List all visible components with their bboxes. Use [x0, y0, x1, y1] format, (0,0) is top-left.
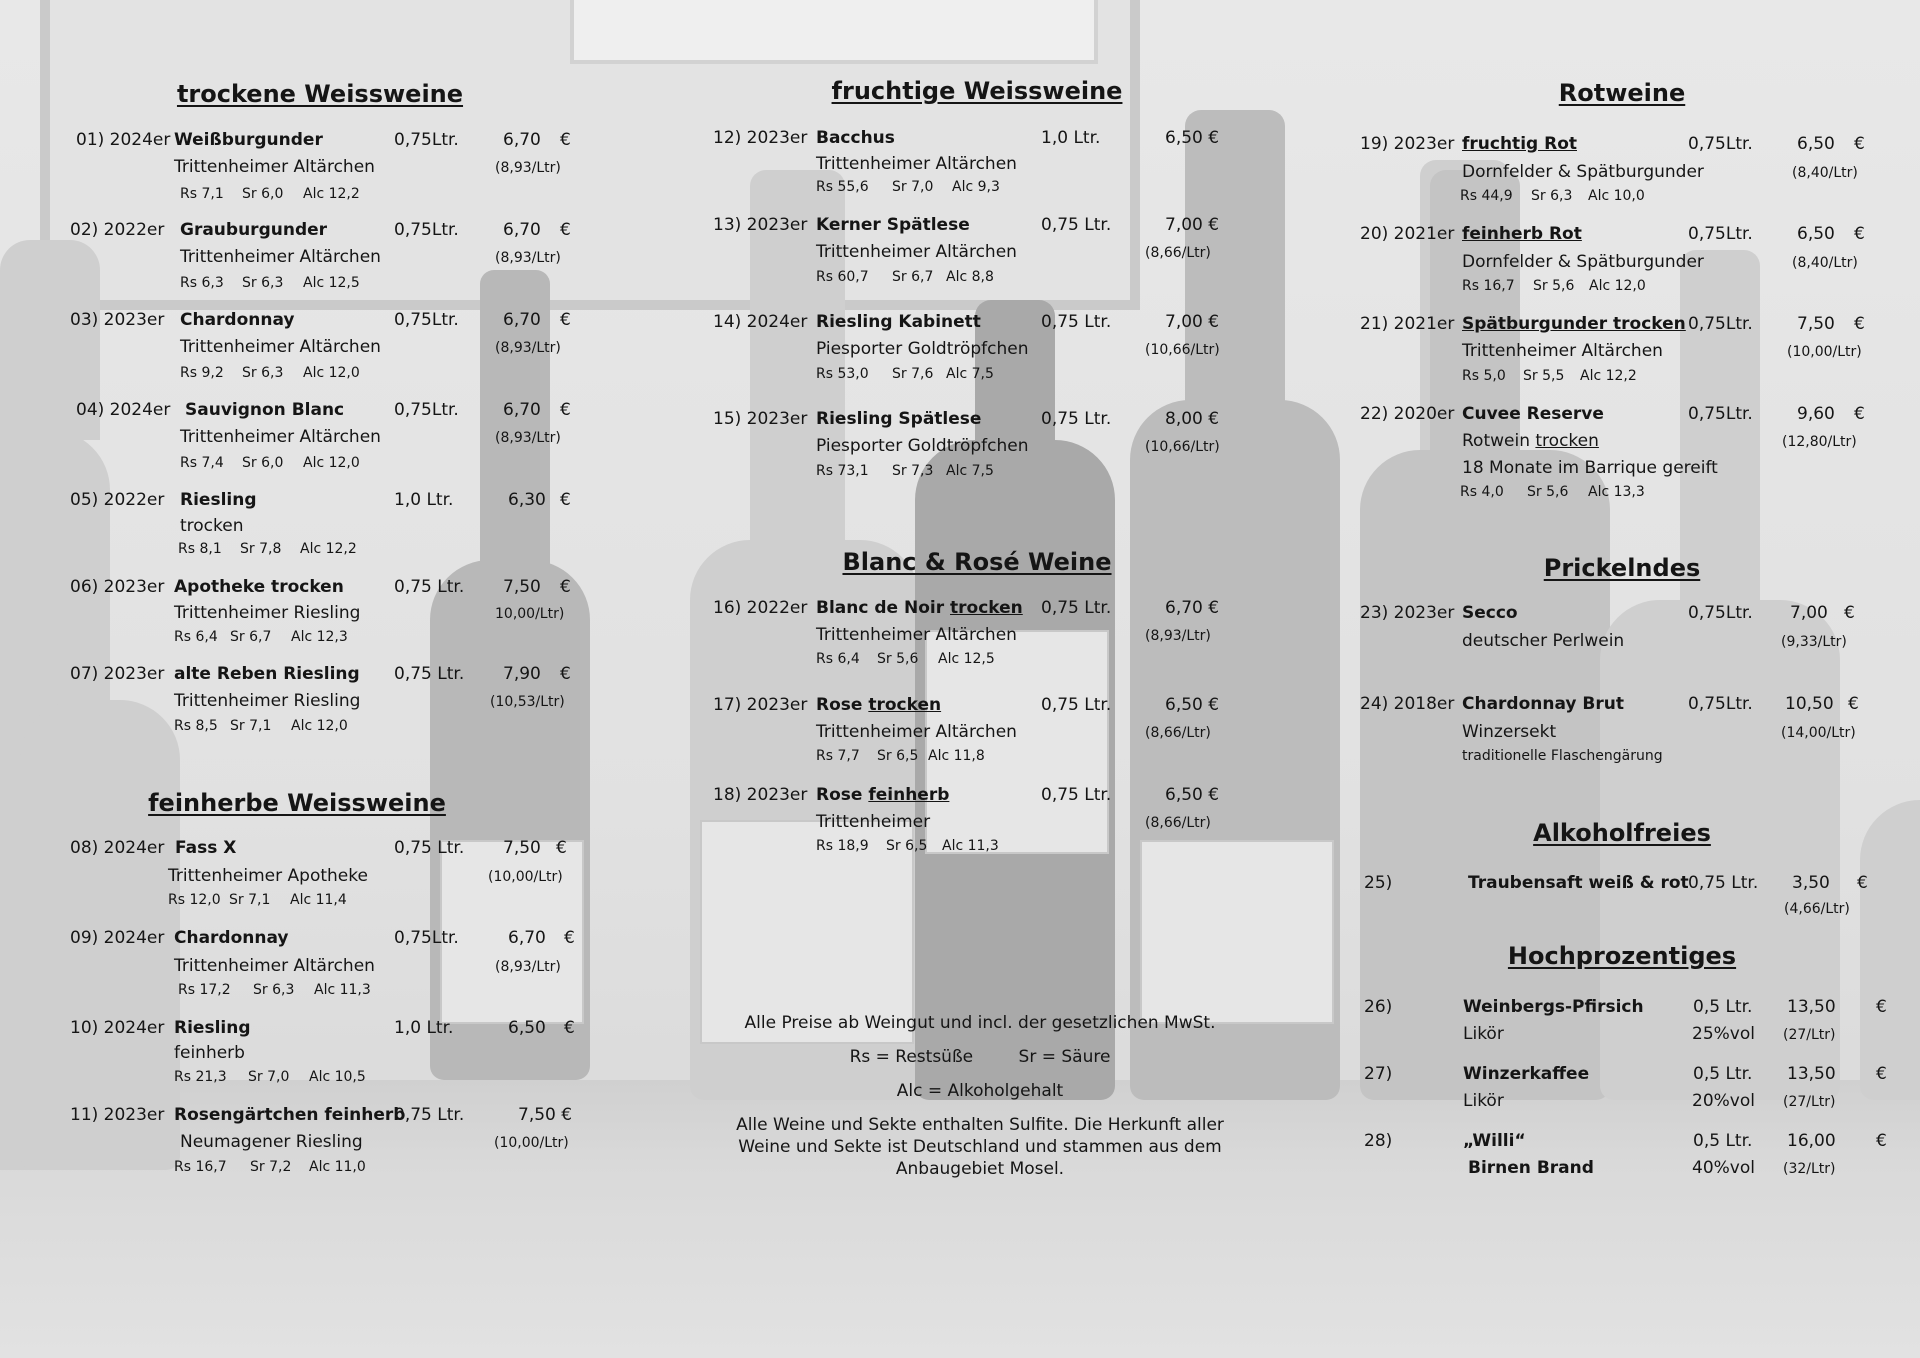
wine-name: alte Reben Riesling: [174, 664, 360, 684]
wine-volume: 0,75Ltr.: [394, 928, 459, 948]
wine-alc: Alc 11,4: [290, 892, 347, 908]
wine-origin: Trittenheimer Altärchen: [174, 956, 375, 976]
wine-rs: Rs 55,6: [816, 179, 869, 195]
legend-sr: Sr = Säure: [1018, 1047, 1111, 1067]
wine-name: fruchtig Rot: [1462, 134, 1577, 154]
currency: €: [1876, 997, 1887, 1017]
legend-rs: Rs = Restsüße: [849, 1047, 974, 1067]
wine-rs: Rs 7,7: [816, 748, 860, 764]
wine-price: 6,70: [503, 220, 541, 240]
wine-number: 04) 2024er: [76, 400, 171, 420]
wine-alc: Alc 12,2: [303, 186, 360, 202]
wine-name: Chardonnay: [180, 310, 295, 330]
wine-origin: Trittenheimer Riesling: [174, 603, 361, 623]
wine-alc: Alc 11,8: [928, 748, 985, 764]
wine-name: Secco: [1462, 603, 1518, 623]
wine-name-underlined: trocken: [868, 695, 942, 715]
wine-price: 8,00 €: [1165, 409, 1220, 429]
wine-name-underlined: feinherb: [868, 785, 950, 805]
wine-volume: 1,0 Ltr.: [394, 490, 454, 510]
wine-rs: Rs 7,4: [180, 455, 224, 471]
wine-price: 6,30: [508, 490, 546, 510]
wine-price: 6,70 €: [1165, 598, 1220, 618]
wine-origin: Dornfelder & Spätburgunder: [1462, 252, 1704, 272]
wine-number: 24) 2018er: [1360, 694, 1455, 714]
wine-name: Winzerkaffee: [1463, 1064, 1590, 1084]
wine-number: 10) 2024er: [70, 1018, 165, 1038]
wine-sr: Sr 5,6: [877, 651, 919, 667]
wine-alc: Alc 12,2: [300, 541, 357, 557]
wine-sr: Sr 6,0: [242, 455, 284, 471]
price-per-liter: (8,66/Ltr): [1145, 725, 1211, 741]
wine-alc: Alc 9,3: [952, 179, 1000, 195]
wine-volume: 0,75 Ltr.: [1041, 695, 1112, 715]
wine-volume: 0,75 Ltr.: [1041, 215, 1112, 235]
wine-name: Riesling: [174, 1018, 251, 1038]
wine-origin: Neumagener Riesling: [180, 1132, 363, 1152]
wine-price: 6,50: [508, 1018, 546, 1038]
heading-feinherbe-weissweine: feinherbe Weissweine: [148, 789, 446, 817]
wine-price: 6,50 €: [1165, 128, 1220, 148]
wine-origin: Trittenheimer Altärchen: [180, 337, 381, 357]
wine-volume: 0,75Ltr.: [394, 130, 459, 150]
wine-alc: Alc 12,2: [1580, 368, 1637, 384]
price-per-liter: (10,00/Ltr): [488, 869, 563, 885]
bottle: [1860, 800, 1920, 1100]
footer-notes: [720, 1012, 1240, 1192]
wine-rs: Rs 17,2: [178, 982, 231, 998]
wine-volume: 0,75Ltr.: [1688, 404, 1753, 424]
wine-volume: 0,75 Ltr.: [1041, 409, 1112, 429]
wine-volume: 0,75Ltr.: [1688, 314, 1753, 334]
heading-hochprozentiges: Hochprozentiges: [1507, 942, 1737, 970]
wine-rs: Rs 9,2: [180, 365, 224, 381]
wine-number: 14) 2024er: [713, 312, 808, 332]
price-per-liter: (8,66/Ltr): [1145, 815, 1211, 831]
wine-rs: Rs 4,0: [1460, 484, 1504, 500]
wine-volume: 0,75 Ltr.: [394, 838, 465, 858]
price-per-liter: (10,00/Ltr): [494, 1135, 569, 1151]
legend-alc: Alc = Alkoholgehalt: [896, 1081, 1064, 1101]
wine-extra: traditionelle Flaschengärung: [1462, 748, 1663, 764]
currency: €: [1854, 404, 1865, 424]
wine-alc: Alc 10,0: [1588, 188, 1645, 204]
currency: €: [1857, 873, 1868, 893]
wine-sr: Sr 7,2: [250, 1159, 292, 1175]
wine-name: Riesling: [180, 490, 257, 510]
wine-name-underlined: trocken: [950, 598, 1023, 618]
price-per-liter: (32/Ltr): [1783, 1161, 1836, 1177]
wine-price: 6,50: [1797, 134, 1835, 154]
currency: €: [560, 310, 571, 330]
wine-number: 26): [1364, 997, 1393, 1017]
price-per-liter: (10,00/Ltr): [1787, 344, 1862, 360]
price-per-liter: (12,80/Ltr): [1782, 434, 1857, 450]
wine-number: 11) 2023er: [70, 1105, 165, 1125]
wine-alc: Alc 7,5: [946, 463, 994, 479]
price-per-liter: (8,93/Ltr): [495, 250, 561, 266]
wine-sr: Sr 6,7: [230, 629, 272, 645]
wine-origin: Piesporter Goldtröpfchen: [816, 339, 1029, 359]
currency: €: [560, 400, 571, 420]
wine-volume: 0,75 Ltr.: [1688, 873, 1759, 893]
currency: €: [564, 928, 575, 948]
wine-number: 17) 2023er: [713, 695, 808, 715]
price-per-liter: (8,93/Ltr): [495, 340, 561, 356]
wine-sr: Sr 5,5: [1523, 368, 1565, 384]
price-per-liter: (27/Ltr): [1783, 1027, 1836, 1043]
price-per-liter: (8,40/Ltr): [1792, 165, 1858, 181]
wine-volume: 1,0 Ltr.: [394, 1018, 454, 1038]
wine-origin: Likör: [1463, 1024, 1504, 1044]
price-per-liter: (8,93/Ltr): [495, 160, 561, 176]
wine-name: Fass X: [175, 838, 237, 858]
wine-rs: Rs 73,1: [816, 463, 869, 479]
wine-number: 12) 2023er: [713, 128, 808, 148]
wine-volume: 0,75Ltr.: [394, 400, 459, 420]
wine-number: 21) 2021er: [1360, 314, 1455, 334]
wine-origin: Trittenheimer Altärchen: [816, 722, 1017, 742]
wine-name: Traubensaft weiß & rot: [1468, 873, 1689, 893]
wine-volume: 0,5 Ltr.: [1693, 1131, 1753, 1151]
wine-alc: Alc 10,5: [309, 1069, 366, 1085]
price-per-liter: (8,40/Ltr): [1792, 255, 1858, 271]
wine-origin: feinherb: [174, 1043, 245, 1063]
wine-price: 6,50 €: [1165, 785, 1220, 805]
wine-volume: 0,75 Ltr.: [394, 577, 465, 597]
wine-origin: Winzersekt: [1462, 722, 1557, 742]
currency: €: [560, 577, 571, 597]
wine-alc: Alc 12,0: [1589, 278, 1646, 294]
wine-number: 05) 2022er: [70, 490, 165, 510]
wine-sr: Sr 7,8: [240, 541, 282, 557]
price-per-liter: (8,93/Ltr): [495, 959, 561, 975]
alcohol-percent: 20%vol: [1692, 1091, 1755, 1111]
wine-name-text: Blanc de Noir: [816, 598, 951, 618]
wine-number: 27): [1364, 1064, 1393, 1084]
alcohol-percent: 40%vol: [1692, 1158, 1755, 1178]
heading-blanc-rose-weine: Blanc & Rosé Weine: [842, 548, 1112, 576]
wine-sr: Sr 7,0: [892, 179, 934, 195]
wine-number: 07) 2023er: [70, 664, 165, 684]
wine-volume: 0,75Ltr.: [1688, 224, 1753, 244]
wine-sr: Sr 6,3: [242, 275, 284, 291]
currency: €: [1854, 134, 1865, 154]
wine-number: 01) 2024er: [76, 130, 171, 150]
wine-volume: 0,75 Ltr.: [1041, 785, 1112, 805]
sulfite-note: Alle Weine und Sekte enthalten Sulfite. Die Herkunft aller Weine und Sekte ist Deutschland und stammen aus dem Anbaugebiet Mosel.: [736, 1115, 1224, 1179]
bottle-label: [1140, 840, 1334, 1024]
wine-rs: Rs 12,0: [168, 892, 221, 908]
wine-origin: trocken: [180, 516, 244, 536]
wine-sr: Sr 6,5: [877, 748, 919, 764]
price-per-liter: (8,93/Ltr): [1145, 628, 1211, 644]
wine-price: 6,70: [508, 928, 546, 948]
wine-origin: Trittenheimer Altärchen: [816, 154, 1017, 174]
wine-name: Bacchus: [816, 128, 895, 148]
currency: €: [564, 1018, 575, 1038]
price-per-liter: 10,00/Ltr): [495, 606, 565, 622]
price-note: Alle Preise ab Weingut und incl. der gesetzlichen MwSt.: [744, 1013, 1216, 1033]
wine-number: 25): [1364, 873, 1393, 893]
wine-name: Riesling Spätlese: [816, 409, 982, 429]
wine-name: Chardonnay Brut: [1462, 694, 1625, 714]
wine-price: 6,50: [1797, 224, 1835, 244]
wine-volume: 0,5 Ltr.: [1693, 997, 1753, 1017]
wine-alc: Alc 8,8: [946, 269, 994, 285]
wine-volume: 0,75 Ltr.: [394, 1105, 465, 1125]
wine-rs: Rs 53,0: [816, 366, 869, 382]
price-per-liter: (10,66/Ltr): [1145, 342, 1220, 358]
wine-price: 7,00: [1790, 603, 1828, 623]
wine-price: 7,50 €: [518, 1105, 573, 1125]
wine-sr: Sr 6,7: [892, 269, 934, 285]
price-per-liter: (10,66/Ltr): [1145, 439, 1220, 455]
wine-alc: Alc 7,5: [946, 366, 994, 382]
wine-number: 03) 2023er: [70, 310, 165, 330]
wine-price: 7,50: [503, 838, 541, 858]
wine-rs: Rs 6,4: [816, 651, 860, 667]
wine-alc: Alc 12,0: [303, 455, 360, 471]
wine-price: 3,50: [1792, 873, 1830, 893]
wine-alc: Alc 13,3: [1588, 484, 1645, 500]
wine-price: 7,90: [503, 664, 541, 684]
wine-price: 9,60: [1797, 404, 1835, 424]
wine-alc: Alc 11,3: [942, 838, 999, 854]
price-per-liter: (4,66/Ltr): [1784, 901, 1850, 917]
wine-name: Chardonnay: [174, 928, 289, 948]
currency: €: [560, 490, 571, 510]
price-per-liter: (14,00/Ltr): [1781, 725, 1856, 741]
wine-number: 19) 2023er: [1360, 134, 1455, 154]
wine-origin: Trittenheimer Apotheke: [168, 866, 368, 886]
wine-price: 6,70: [503, 130, 541, 150]
wine-origin: Trittenheimer Altärchen: [1462, 341, 1663, 361]
wine-alc: Alc 12,0: [303, 365, 360, 381]
wine-sr: Sr 7,3: [892, 463, 934, 479]
wine-rs: Rs 8,5: [174, 718, 218, 734]
wine-number: 02) 2022er: [70, 220, 165, 240]
currency: €: [1844, 603, 1855, 623]
wine-rs: Rs 16,7: [1462, 278, 1515, 294]
wine-sr: Sr 6,5: [886, 838, 928, 854]
wine-alc: Alc 12,5: [938, 651, 995, 667]
wine-origin: Trittenheimer Riesling: [174, 691, 361, 711]
wine-volume: 0,75 Ltr.: [1041, 312, 1112, 332]
wine-name-text: Rose: [816, 785, 869, 805]
wine-price: 7,50: [503, 577, 541, 597]
heading-prickelndes: Prickelndes: [1543, 554, 1701, 582]
wine-number: 28): [1364, 1131, 1393, 1151]
wine-sr: Sr 5,6: [1533, 278, 1575, 294]
price-per-liter: (8,66/Ltr): [1145, 245, 1211, 261]
wine-name: Kerner Spätlese: [816, 215, 970, 235]
wine-alc: Alc 11,0: [309, 1159, 366, 1175]
wine-price: 10,50: [1785, 694, 1834, 714]
wine-origin: Trittenheimer Altärchen: [180, 247, 381, 267]
wine-number: 15) 2023er: [713, 409, 808, 429]
wine-price: 13,50: [1787, 997, 1836, 1017]
wine-price: 13,50: [1787, 1064, 1836, 1084]
wine-sr: Sr 6,3: [1531, 188, 1573, 204]
wine-volume: 0,75Ltr.: [1688, 694, 1753, 714]
wine-origin-text: Rotwein: [1462, 431, 1536, 451]
wine-volume: 0,5 Ltr.: [1693, 1064, 1753, 1084]
wine-name: Rosengärtchen feinherb: [174, 1105, 406, 1125]
wine-sr: Sr 7,1: [229, 892, 271, 908]
wine-name: Weinbergs-Pfirsich: [1463, 997, 1644, 1017]
wine-price: 6,70: [503, 310, 541, 330]
wine-number: 09) 2024er: [70, 928, 165, 948]
wine-name: Spätburgunder trocken: [1462, 314, 1686, 334]
wine-origin: Dornfelder & Spätburgunder: [1462, 162, 1704, 182]
wine-sr: Sr 5,6: [1527, 484, 1569, 500]
wine-price: 16,00: [1787, 1131, 1836, 1151]
wine-rs: Rs 6,3: [180, 275, 224, 291]
price-per-liter: (10,53/Ltr): [490, 694, 565, 710]
alcohol-percent: 25%vol: [1692, 1024, 1755, 1044]
wine-volume: 0,75Ltr.: [1688, 134, 1753, 154]
wine-number: 22) 2020er: [1360, 404, 1455, 424]
wine-origin-underlined: trocken: [1535, 431, 1599, 451]
wine-price: 7,00 €: [1165, 215, 1220, 235]
currency: €: [560, 130, 571, 150]
wine-name: Weißburgunder: [174, 130, 323, 150]
price-per-liter: (8,93/Ltr): [495, 430, 561, 446]
wine-rs: Rs 44,9: [1460, 188, 1513, 204]
wine-volume: 0,75Ltr.: [1688, 603, 1753, 623]
wine-volume: 1,0 Ltr.: [1041, 128, 1101, 148]
wine-name-text: Rose: [816, 695, 869, 715]
wine-origin: Piesporter Goldtröpfchen: [816, 436, 1029, 456]
currency: €: [1876, 1131, 1887, 1151]
currency: €: [1854, 314, 1865, 334]
wine-name: Grauburgunder: [180, 220, 328, 240]
price-per-liter: (27/Ltr): [1783, 1094, 1836, 1110]
wine-alc: Alc 11,3: [314, 982, 371, 998]
heading-fruchtige-weissweine: fruchtige Weissweine: [831, 77, 1123, 105]
wine-rs: Rs 21,3: [174, 1069, 227, 1085]
wine-rs: Rs 16,7: [174, 1159, 227, 1175]
wine-number: 08) 2024er: [70, 838, 165, 858]
picture-frame-inner: [570, 0, 1098, 64]
wine-rs: Rs 18,9: [816, 838, 869, 854]
wine-name: Cuvee Reserve: [1462, 404, 1604, 424]
heading-alkoholfreies: Alkoholfreies: [1533, 819, 1711, 847]
wine-rs: Rs 7,1: [180, 186, 224, 202]
wine-name: [816, 785, 949, 805]
wine-price: 7,50: [1797, 314, 1835, 334]
wine-sr: Sr 6,0: [242, 186, 284, 202]
wine-origin: Likör: [1463, 1091, 1504, 1111]
price-per-liter: (9,33/Ltr): [1781, 634, 1847, 650]
wine-name: [816, 695, 941, 715]
wine-origin: Birnen Brand: [1468, 1158, 1594, 1178]
wine-volume: 0,75Ltr.: [394, 220, 459, 240]
currency: €: [1848, 694, 1859, 714]
wine-number: 06) 2023er: [70, 577, 165, 597]
bottle-label: [700, 820, 914, 1044]
wine-volume: 0,75 Ltr.: [394, 664, 465, 684]
wine-number: 16) 2022er: [713, 598, 808, 618]
wine-sr: Sr 7,1: [230, 718, 272, 734]
wine-name: Apotheke trocken: [174, 577, 344, 597]
heading-rotweine: Rotweine: [1558, 79, 1686, 107]
wine-name: „Willi“: [1463, 1131, 1526, 1151]
wine-alc: Alc 12,5: [303, 275, 360, 291]
wine-volume: 0,75 Ltr.: [1041, 598, 1112, 618]
heading-trockene-weissweine: trockene Weissweine: [176, 80, 464, 108]
wine-origin: Trittenheimer Altärchen: [816, 625, 1017, 645]
wine-price: 6,70: [503, 400, 541, 420]
currency: €: [1876, 1064, 1887, 1084]
wine-number: 18) 2023er: [713, 785, 808, 805]
wine-number: 13) 2023er: [713, 215, 808, 235]
wine-name: Sauvignon Blanc: [185, 400, 345, 420]
wine-rs: Rs 6,4: [174, 629, 218, 645]
wine-origin: Trittenheimer: [816, 812, 931, 832]
wine-origin: [1462, 431, 1599, 451]
wine-name: [816, 598, 1023, 618]
wine-extra: 18 Monate im Barrique gereift: [1462, 458, 1718, 478]
wine-sr: Sr 7,0: [248, 1069, 290, 1085]
wine-alc: Alc 12,0: [291, 718, 348, 734]
wine-number: 23) 2023er: [1360, 603, 1455, 623]
wine-price: 7,00 €: [1165, 312, 1220, 332]
wine-sr: Sr 6,3: [253, 982, 295, 998]
wine-rs: Rs 60,7: [816, 269, 869, 285]
wine-name: feinherb Rot: [1462, 224, 1582, 244]
wine-volume: 0,75Ltr.: [394, 310, 459, 330]
wine-origin: deutscher Perlwein: [1462, 631, 1625, 651]
wine-origin: Trittenheimer Altärchen: [174, 157, 375, 177]
wine-sr: Sr 6,3: [242, 365, 284, 381]
wine-name: Riesling Kabinett: [816, 312, 981, 332]
currency: €: [560, 220, 571, 240]
legend-rs-sr: [720, 1046, 1240, 1068]
wine-alc: Alc 12,3: [291, 629, 348, 645]
wine-origin: Trittenheimer Altärchen: [816, 242, 1017, 262]
wine-price: 6,50 €: [1165, 695, 1220, 715]
wine-origin: Trittenheimer Altärchen: [180, 427, 381, 447]
currency: €: [556, 838, 567, 858]
wine-number: 20) 2021er: [1360, 224, 1455, 244]
currency: €: [560, 664, 571, 684]
wine-rs: Rs 5,0: [1462, 368, 1506, 384]
wine-rs: Rs 8,1: [178, 541, 222, 557]
wine-sr: Sr 7,6: [892, 366, 934, 382]
currency: €: [1854, 224, 1865, 244]
